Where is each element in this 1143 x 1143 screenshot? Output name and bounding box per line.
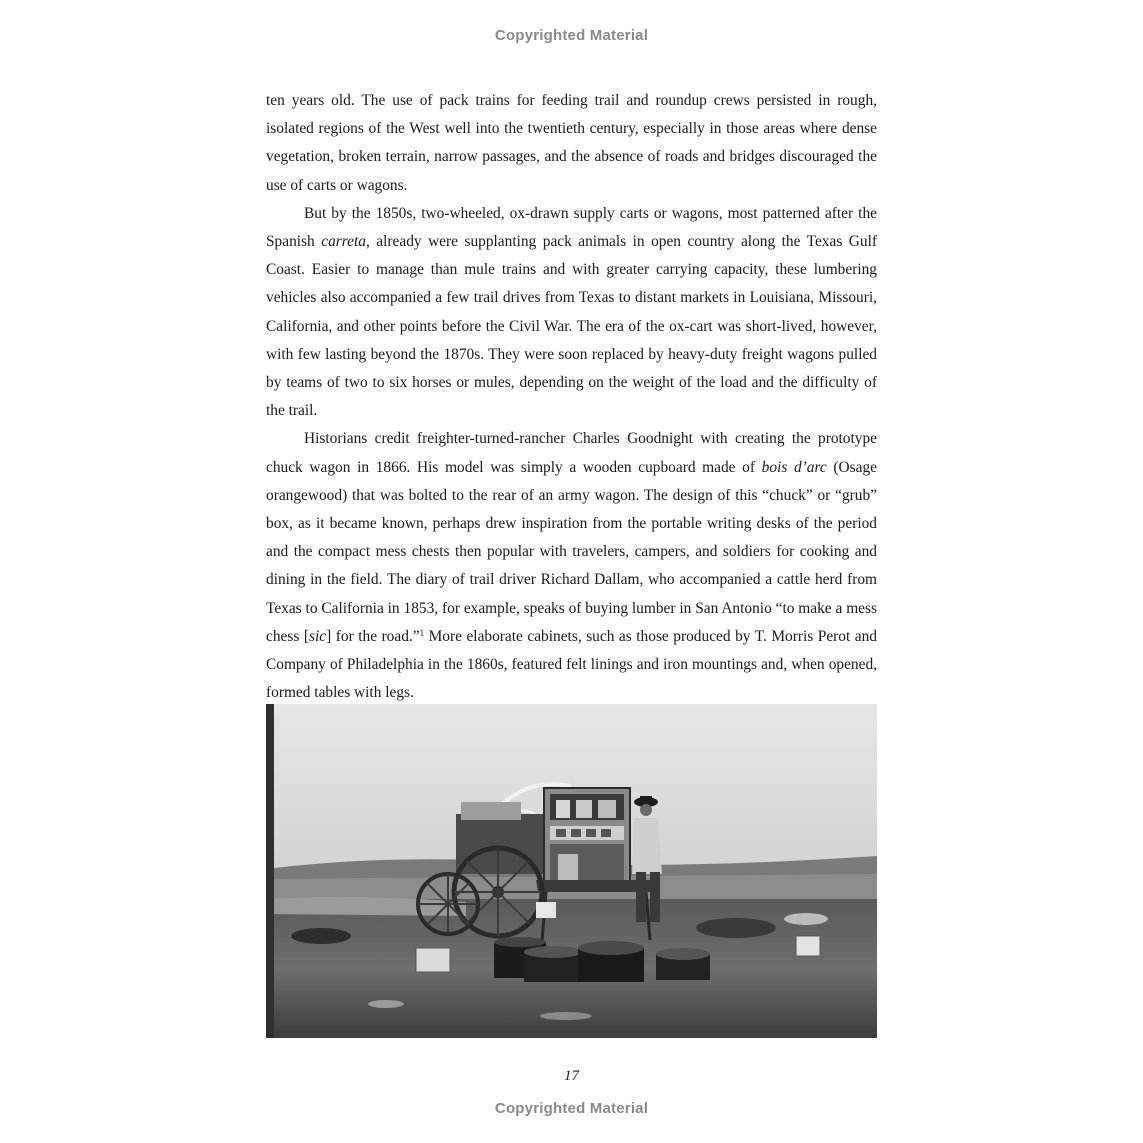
- italic-term-bois-darc: bois d’arc: [761, 458, 827, 476]
- text-segment: But by the 1850s, two-wheeled, ox-drawn supply carts or wagons, most patterned after the Spanish: [266, 204, 877, 251]
- footnote-marker: 1: [419, 627, 425, 638]
- text-segment: ten years old. The use of pack trains for feeding trail and roundup crews persisted in rough, isolated regions of the West well into the twentieth century, especially in those areas where dense vegetation, broken terrain, narrow passages, and the absence of roads and bridges discouraged the use of carts or wagons.: [266, 92, 877, 194]
- body-text: [266, 87, 877, 707]
- text-segment: More elaborate cabinets, such as those produced by T. Morris Perot and Company of Philadelphia in the 1860s, featured felt linings and iron mountings and, when opened, formed tables with legs.: [266, 627, 878, 702]
- paragraph-3: [266, 425, 877, 707]
- page-number: 17: [564, 1068, 579, 1084]
- italic-term-sic: sic: [309, 627, 327, 645]
- chuck-wagon-photograph: [266, 704, 877, 1038]
- text-segment: , already were supplanting pack animals in open country along the Texas Gulf Coast. Easier to manage than mule trains and with greater carrying capacity, these lumbering vehicles also accompanied a few trail drives from Texas to distant markets in Louisiana, Missouri, California, and other points before the Civil War. The era of the ox-cart was short-lived, however, with few lasting beyond the 1870s. They were soon replaced by heavy-duty freight wagons pulled by teams of two to six horses or mules, depending on the weight of the load and the difficulty of the trail.: [266, 233, 877, 420]
- text-segment: (Osage orangewood) that was bolted to the rear of an army wagon. The design of this “chuck” or “grub” box, as it became known, perhaps drew inspiration from the portable writing desks of the period and the compact mess chests then popular with travelers, campers, and soldiers for cooking and dining in the field. The diary of trail driver Richard Dallam, who accompanied a cattle herd from Texas to California in 1853, for example, speaks of buying lumber in San Antonio “to make a mess chess [: [266, 458, 877, 645]
- text-segment: ] for the road.”: [326, 627, 420, 645]
- text-segment: Historians credit freighter-turned-rancher Charles Goodnight with creating the prototype chuck wagon in 1866. His model was simply a wooden cupboard made of: [266, 430, 877, 476]
- copyright-watermark-bottom: Copyrighted Material: [494, 1100, 649, 1117]
- paragraph-2: [266, 200, 877, 426]
- italic-term-carreta: carreta: [321, 233, 366, 251]
- copyright-watermark-top: Copyrighted Material: [494, 27, 649, 44]
- paragraph-1: [266, 87, 877, 200]
